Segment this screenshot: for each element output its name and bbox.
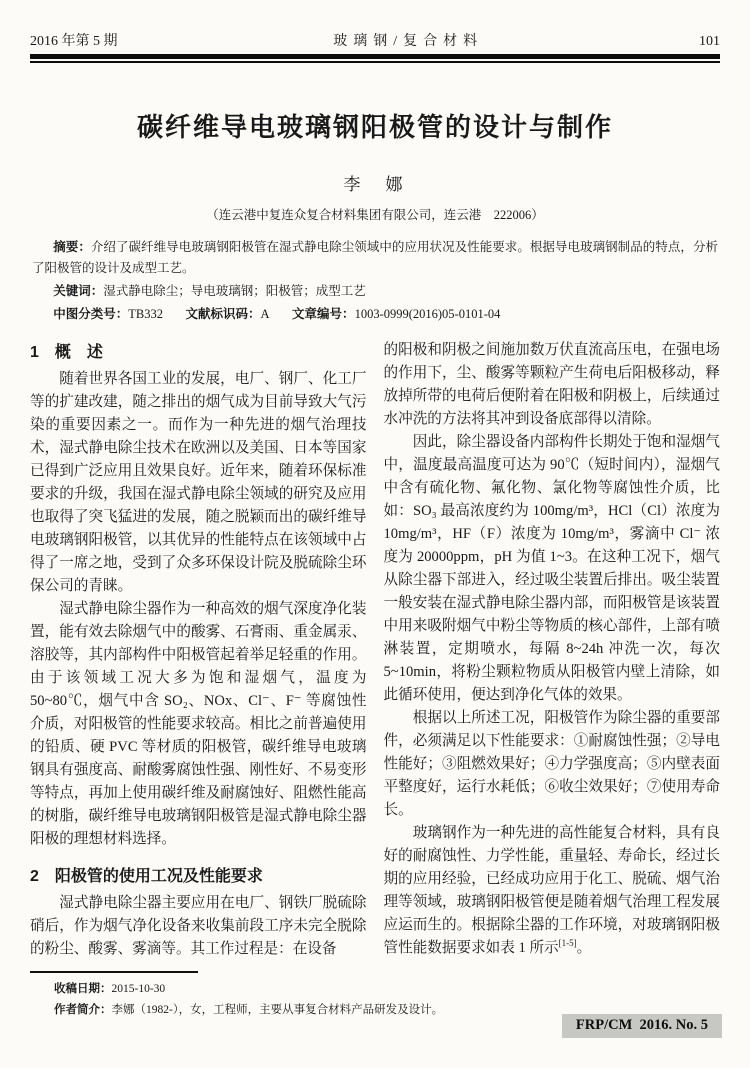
section-2-heading: 2 阳极管的使用工况及性能要求	[30, 868, 263, 885]
footnote-divider	[30, 971, 198, 973]
article-id-label: 文章编号：	[292, 307, 355, 321]
keywords-text: 湿式静电除尘；导电玻璃钢；阳极管；成型工艺	[103, 284, 366, 298]
article-title: 碳纤维导电玻璃钢阳极管的设计与制作	[136, 112, 613, 142]
paragraph-with-reference	[384, 822, 721, 960]
section-1-heading: 1 概 述	[30, 344, 103, 361]
citation-marker: [1-5]	[558, 938, 577, 949]
paragraph-text: 玻璃钢作为一种先进的高性能复合材料，具有良好的耐腐蚀性、力学性能，重量轻、寿命长，经过长期的应用经验，已经成功应用于化工、脱硫、烟气治理等领域，玻璃钢阳极管便是随着烟气治理工程发展应运而生的。根据除尘器的工作环境，对玻璃钢阳极管性能数据要求如表 1 所示	[383, 825, 720, 956]
doc-code-value: A	[260, 307, 270, 321]
meta-ids	[32, 304, 718, 325]
abstract-label: 摘要：	[53, 240, 91, 254]
article-author: 李 娜	[343, 175, 407, 194]
author-bio-value: 李娜（1982-），女，工程师，主要从事复合材料产品研发及设计。	[111, 1004, 444, 1016]
article-id-value: 1003-0999(2016)05-0101-04	[354, 307, 501, 321]
received-date	[30, 979, 720, 1000]
clc-label: 中图分类号：	[53, 307, 129, 321]
received-date-label: 收稿日期：	[54, 983, 112, 995]
abstract	[32, 237, 718, 279]
keywords	[32, 281, 718, 302]
received-date-value: 2015-10-30	[111, 983, 166, 995]
issue-badge: FRP/CM 2016. No. 5	[562, 1014, 722, 1038]
running-head	[30, 0, 720, 50]
article-affiliation: （连云港中复连众复合材料集团有限公司，连云港 222006）	[206, 208, 544, 222]
header-rule	[30, 54, 720, 63]
paragraph: 根据以上所述工况，阳极管作为除尘器的重要部件，必须满足以下性能要求：①耐腐蚀性强；②导电性能好；③阻燃效果好；④力学强度高；⑤内壁表面平整度好，运行水耗低；⑥收尘效果好；⑦使用寿命长。	[383, 710, 720, 818]
keywords-label: 关键词：	[53, 284, 104, 298]
meta-block	[32, 237, 718, 325]
left-column	[30, 339, 367, 961]
paragraph-tail: 。	[576, 940, 592, 956]
body-columns	[30, 339, 720, 961]
header-rule-thin	[30, 61, 720, 63]
author-bio-label: 作者简介：	[54, 1004, 112, 1016]
paragraph: 因此，除尘器设备内部构件长期处于饱和湿烟气中，温度最高温度可达为 90℃（短时间内），湿烟气中含有硫化物、氟化物、氯化物等腐蚀性介质，比如：SO₃ 最高浓度约为 100mg/m³，HCl（Cl）浓度为 10mg/m³，HF（F）浓度为 10mg/m³，雾滴中 Cl⁻ 浓度为 20000ppm，pH 为值 1~3。在这种工况下，烟气从除尘器下部进入，经过吸尘装置后排出。吸尘装置一般安装在湿式静电除尘器内部，而阳极管是该装置中用来吸附烟气中粉尘等物质的核心部件，上部有喷淋装置，定期喷水，每隔 8~24h 冲洗一次，每次 5~10min，将粉尘颗粒物质从阳极管内壁上清除，如此循环使用，便达到净化气体的效果。	[383, 434, 720, 703]
doc-code-label: 文献标识码：	[185, 307, 261, 321]
clc-value: TB332	[128, 307, 163, 321]
paragraph: 湿式静电除尘器作为一种高效的烟气深度净化装置，能有效去除烟气中的酸雾、石膏雨、重金属汞、溶胶等，其内部构件中阳极管起着举足轻重的作用。由于该领域工况大多为饱和湿烟气，温度为 50~80℃，烟气中含 SO₂、NOx、Cl⁻、F⁻ 等腐蚀性介质，对阳极管的性能要求较高。相比之前普遍使用的铅质、硬 PVC 等材质的阳极管，碳纤维导电玻璃钢具有强度高、耐酸雾腐蚀性强、刚性好、不易变形等特点，再加上使用碳纤维及耐腐蚀好、阻燃性能高的树脂，碳纤维导电玻璃钢阳极管是湿式静电除尘器阳极的理想材料选择。	[30, 601, 367, 847]
journal-name: 玻璃钢/复合材料	[333, 34, 484, 49]
header-rule-thick	[30, 54, 720, 59]
paragraph: 随着世界各国工业的发展，电厂、钢厂、化工厂等的扩建改建，随之排出的烟气成为目前导致大气污染的重要因素之一。而作为一种先进的烟气治理技术，湿式静电除尘技术在欧洲以及美国、日本等国家已得到广泛应用且效果良好。近年来，随着环保标准要求的升级，我国在湿式静电除尘领域的研究及应用也取得了突飞猛进的发展，随之脱颖而出的碳纤维导电玻璃钢阳极管，以其优异的性能特点在该领域中占得了一席之地，受到了众多环保设计院及脱硫除尘环保公司的青睐。	[30, 371, 367, 594]
page-number: 101	[698, 34, 720, 49]
paragraph-continuation: 的阳极和阴极之间施加数万伏直流高压电，在强电场的作用下，尘、酸雾等颗粒产生荷电后阳极移动，释放掉所带的电荷后便附着在阳极和阴极上，后续通过水冲洗的方法将其冲到设备底部得以清除。	[383, 342, 720, 427]
right-column	[384, 339, 721, 961]
abstract-text: 介绍了碳纤维导电玻璃钢阳极管在湿式静电除尘领域中的应用状况及性能要求。根据导电玻璃钢制品的特点，分析了阳极管的设计及成型工艺。	[32, 240, 718, 275]
paragraph: 湿式静电除尘器主要应用在电厂、钢铁厂脱硫除硝后，作为烟气净化设备来收集前段工序未完全脱除的粉尘、酸雾、雾滴等。其工作过程是：在设备	[30, 895, 367, 957]
issue-label: 2016 年第 5 期	[30, 34, 118, 49]
